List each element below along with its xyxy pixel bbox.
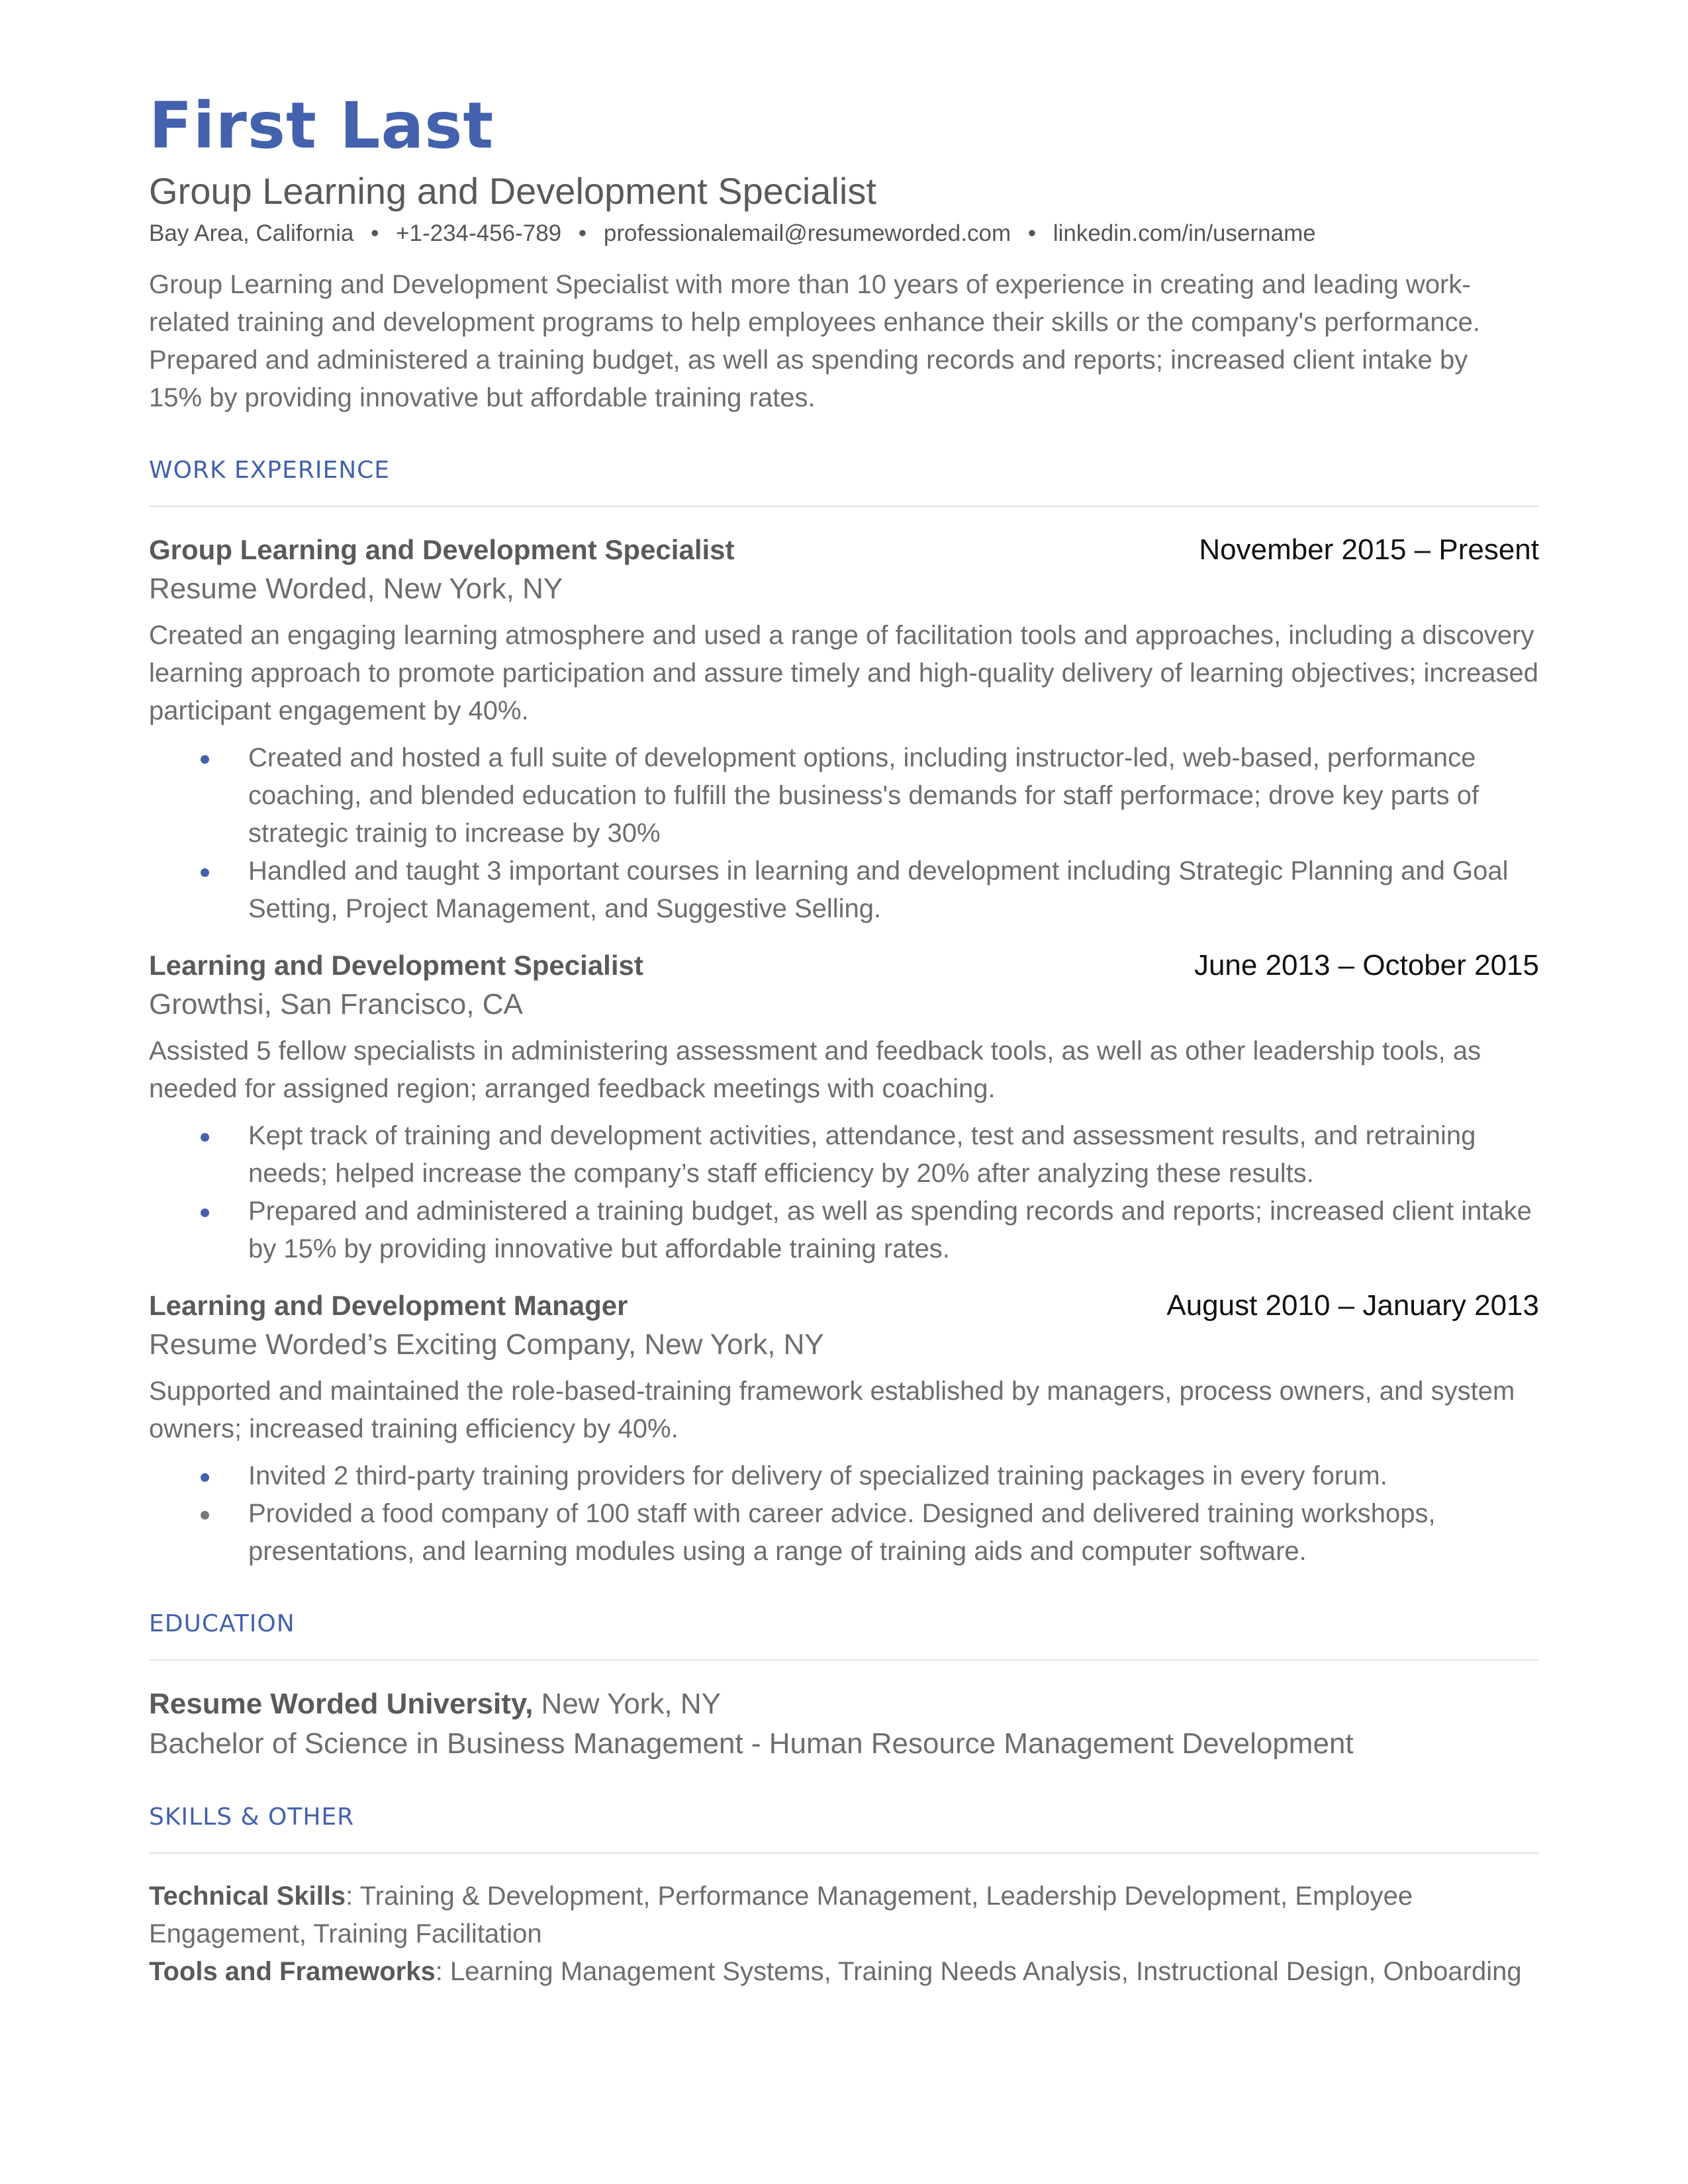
job-description: Created an engaging learning atmosphere and used a range of facilitation tools and approaches, including a discovery learning approach to promote participation and assure timely and high-quality delivery of learning objectives; increased participant engagement by 40%. (149, 621, 1538, 725)
job-title: Group Learning and Development Specialist (149, 534, 735, 565)
section-title-skills: SKILLS & OTHER (149, 1803, 355, 1831)
bullet-text: Provided a food company of 100 staff with career advice. Designed and delivered training workshops, presentations, and learning modules using a range of training aids and computer software. (248, 1499, 1436, 1566)
bullet-icon (201, 1511, 209, 1520)
job-description: Supported and maintained the role-based-training framework established by managers, process owners, and system owners; increased training efficiency by 40%. (149, 1377, 1515, 1443)
list-item (149, 1193, 1539, 1268)
candidate-headline: Group Learning and Development Specialist (149, 170, 876, 212)
bullet-icon (201, 1473, 209, 1482)
education-school: Resume Worded University, (149, 1688, 534, 1720)
list-item (149, 1117, 1539, 1193)
contact-phone: +1-234-456-789 (396, 220, 562, 246)
tools-label: Tools and Frameworks (149, 1957, 436, 1986)
section-title-education: EDUCATION (149, 1610, 295, 1637)
bullet-text: Prepared and administered a training budget, as well as spending records and reports; increased client intake by 15% by providing innovative but affordable training rates. (248, 1197, 1532, 1263)
technical-skills-value: : Training & Development, Performance Management, Leadership Development, Employee Engagement, Training Facilitation (149, 1882, 1413, 1948)
education-school-line (149, 1684, 1539, 1724)
job-bullet-list (149, 739, 1539, 928)
section-divider (149, 1852, 1539, 1854)
candidate-name: First Last (149, 89, 494, 163)
bullet-text: Kept track of training and development activities, attendance, test and assessment results, and retraining needs; helped increase the company’s staff efficiency by 20% after analyzing these results. (248, 1121, 1476, 1188)
bullet-icon (201, 755, 209, 764)
job-bullet-list (149, 1117, 1539, 1268)
job-company: Growthsi, San Francisco, CA (149, 988, 523, 1021)
job-title: Learning and Development Manager (149, 1290, 628, 1321)
bullet-text: Created and hosted a full suite of development options, including instructor-led, web-based, performance coaching, and blended education to fulfill the business's demands for staff performace; drove key parts of strategic trainig to increase by 30% (248, 743, 1479, 848)
skills-block (149, 1878, 1539, 1991)
tools-line (149, 1953, 1539, 1991)
job-company: Resume Worded’s Exciting Company, New York, NY (149, 1328, 824, 1361)
job-company: Resume Worded, New York, NY (149, 572, 563, 605)
section-divider (149, 506, 1539, 507)
technical-skills-label: Technical Skills (149, 1882, 346, 1911)
resume-page (149, 86, 1539, 1991)
list-item (149, 1495, 1539, 1570)
bullet-text: Handled and taught 3 important courses in learning and development including Strategic Planning and Goal Setting, Project Management, and Suggestive Selling. (248, 856, 1509, 923)
bullet-icon (201, 1208, 209, 1217)
tools-value: : Learning Management Systems, Training Needs Analysis, Instructional Design, Onboarding (435, 1957, 1522, 1986)
job-bullet-list (149, 1457, 1539, 1570)
contact-linkedin: linkedin.com/in/username (1053, 220, 1316, 246)
education-degree: Bachelor of Science in Business Management - Human Resource Management Development (149, 1727, 1354, 1760)
job-entry (149, 1287, 1539, 1570)
bullet-icon (201, 1133, 209, 1142)
job-entry (149, 946, 1539, 1268)
education-entry (149, 1684, 1539, 1764)
list-item (149, 739, 1539, 852)
contact-separator: • (1027, 220, 1037, 246)
job-dates: June 2013 – October 2015 (1194, 949, 1539, 981)
job-dates: November 2015 – Present (1199, 533, 1539, 566)
job-title: Learning and Development Specialist (149, 950, 643, 981)
contact-separator: • (371, 220, 379, 246)
section-title-work-experience: WORK EXPERIENCE (149, 457, 391, 484)
job-header (149, 531, 1539, 569)
contact-separator: • (578, 220, 587, 246)
education-location: New York, NY (533, 1688, 722, 1720)
job-dates: August 2010 – January 2013 (1166, 1289, 1539, 1322)
job-header (149, 946, 1539, 985)
bullet-icon (201, 868, 209, 877)
contact-line (149, 217, 1539, 250)
list-item (149, 1457, 1539, 1495)
summary-paragraph: Group Learning and Development Specialist with more than 10 years of experience in creating and leading work-related training and development programs to help employees enhance their skills or the company's performance. Prepared and administered a training budget, as well as spending records and reports; increased client intake by 15% by providing innovative but affordable training rates. (149, 270, 1480, 412)
technical-skills-line (149, 1878, 1539, 1953)
section-divider (149, 1659, 1539, 1661)
list-item (149, 852, 1539, 928)
contact-email: professionalemail@resumeworded.com (603, 220, 1011, 246)
job-header (149, 1287, 1539, 1325)
job-entry (149, 531, 1539, 928)
contact-location: Bay Area, California (149, 220, 354, 246)
bullet-text: Invited 2 third-party training providers for delivery of specialized training packages in every forum. (248, 1461, 1387, 1490)
job-description: Assisted 5 fellow specialists in administering assessment and feedback tools, as well as other leadership tools, as needed for assigned region; arranged feedback meetings with coaching. (149, 1036, 1481, 1103)
